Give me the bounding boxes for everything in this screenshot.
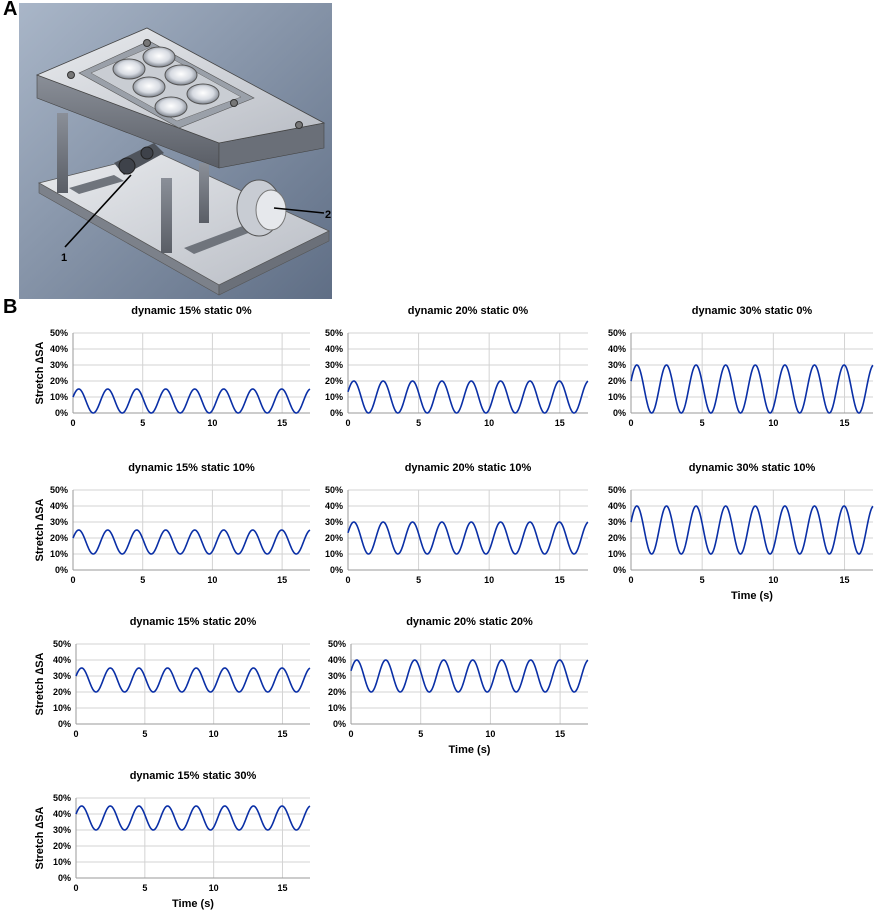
y-tick-label: 30% — [324, 517, 343, 527]
x-axis-label: Time (s) — [448, 744, 491, 756]
x-axis-label: Time (s) — [731, 590, 773, 602]
y-tick-label: 30% — [324, 360, 343, 370]
chart-4 — [34, 462, 310, 585]
chart-5 — [325, 462, 588, 585]
x-tick-label: 0 — [70, 575, 76, 585]
x-tick-label: 5 — [416, 575, 422, 585]
y-tick-label: 0% — [332, 719, 346, 729]
y-tick-label: 40% — [324, 501, 343, 511]
y-tick-label: 40% — [49, 501, 68, 511]
y-tick-label: 10% — [607, 392, 626, 402]
x-tick-label: 5 — [699, 575, 705, 585]
x-tick-label: 15 — [277, 729, 288, 739]
y-tick-label: 40% — [324, 344, 343, 354]
y-tick-label: 0% — [54, 408, 68, 418]
x-tick-label: 15 — [839, 575, 850, 585]
y-tick-label: 0% — [57, 719, 71, 729]
y-tick-label: 20% — [49, 376, 68, 386]
x-tick-label: 10 — [768, 575, 779, 585]
y-tick-label: 0% — [612, 408, 626, 418]
x-tick-label: 10 — [208, 883, 219, 893]
y-tick-label: 20% — [49, 533, 68, 543]
series-line-stretch — [631, 365, 873, 413]
y-tick-label: 50% — [607, 485, 626, 495]
y-tick-label: 50% — [52, 639, 71, 649]
y-tick-label: 30% — [49, 517, 68, 527]
callout-1: 1 — [61, 252, 68, 264]
y-tick-label: 10% — [324, 549, 343, 559]
chart-8 — [328, 616, 588, 756]
y-tick-label: 0% — [329, 408, 343, 418]
x-tick-label: 15 — [277, 883, 288, 893]
y-tick-label: 10% — [324, 392, 343, 402]
x-tick-label: 15 — [554, 418, 565, 428]
y-tick-label: 10% — [607, 549, 626, 559]
y-tick-label: 10% — [49, 549, 68, 559]
series-line-stretch — [631, 506, 873, 554]
x-tick-label: 5 — [699, 418, 705, 428]
y-tick-label: 10% — [52, 857, 71, 867]
chart-1 — [34, 305, 310, 428]
x-tick-label: 0 — [345, 575, 351, 585]
chart-title: dynamic 15% static 0% — [131, 305, 252, 317]
x-tick-label: 15 — [839, 418, 850, 428]
y-tick-label: 50% — [324, 328, 343, 338]
series-line-stretch — [73, 389, 310, 413]
y-tick-label: 20% — [52, 841, 71, 851]
series-line-stretch — [76, 668, 310, 692]
y-tick-label: 50% — [327, 639, 346, 649]
chart-title: dynamic 15% static 10% — [128, 462, 255, 474]
x-tick-label: 10 — [484, 418, 495, 428]
x-tick-label: 5 — [142, 883, 148, 893]
y-tick-label: 50% — [52, 793, 71, 803]
chart-title: dynamic 20% static 0% — [407, 305, 529, 317]
chart-6 — [608, 462, 873, 602]
x-tick-label: 10 — [484, 575, 495, 585]
y-tick-label: 20% — [52, 687, 71, 697]
y-axis-label: Stretch ∆SA — [34, 806, 46, 870]
chart-title: dynamic 30% static 0% — [691, 305, 813, 317]
series-line-stretch — [76, 806, 310, 830]
y-tick-label: 20% — [327, 687, 346, 697]
chart-3 — [608, 305, 873, 428]
x-tick-label: 10 — [207, 575, 218, 585]
chart-title: dynamic 30% static 10% — [688, 462, 816, 474]
y-tick-label: 40% — [52, 655, 71, 665]
y-tick-label: 30% — [607, 517, 626, 527]
y-tick-label: 0% — [329, 565, 343, 575]
x-tick-label: 15 — [554, 575, 565, 585]
x-tick-label: 0 — [345, 418, 351, 428]
y-tick-label: 40% — [327, 655, 346, 665]
x-tick-label: 0 — [73, 883, 79, 893]
x-tick-label: 5 — [140, 418, 146, 428]
panel-a-label: A — [3, 0, 18, 20]
x-tick-label: 0 — [628, 418, 634, 428]
y-tick-label: 40% — [607, 501, 626, 511]
callout-2: 2 — [325, 209, 332, 221]
y-tick-label: 0% — [57, 873, 71, 883]
y-tick-label: 20% — [324, 533, 343, 543]
x-tick-label: 5 — [142, 729, 148, 739]
y-tick-label: 50% — [49, 328, 68, 338]
x-tick-label: 0 — [628, 575, 634, 585]
y-tick-label: 0% — [612, 565, 626, 575]
y-tick-label: 50% — [324, 485, 343, 495]
x-tick-label: 15 — [277, 575, 288, 585]
y-tick-label: 30% — [607, 360, 626, 370]
x-tick-label: 10 — [768, 418, 779, 428]
series-line-stretch — [73, 530, 310, 554]
x-tick-label: 10 — [485, 729, 496, 739]
chart-title: dynamic 15% static 30% — [129, 770, 257, 782]
y-axis-label: Stretch ∆SA — [34, 498, 46, 562]
panel-b-label: B — [3, 296, 18, 318]
x-tick-label: 10 — [207, 418, 218, 428]
y-tick-label: 20% — [607, 376, 626, 386]
x-tick-label: 5 — [416, 418, 422, 428]
x-tick-label: 0 — [70, 418, 76, 428]
x-tick-label: 5 — [140, 575, 146, 585]
y-tick-label: 30% — [327, 671, 346, 681]
y-tick-label: 0% — [54, 565, 68, 575]
chart-title: dynamic 20% static 10% — [404, 462, 532, 474]
x-tick-label: 10 — [208, 729, 219, 739]
chart-2 — [325, 305, 588, 428]
y-axis-label: Stretch ∆SA — [34, 652, 46, 716]
chart-title: dynamic 15% static 20% — [129, 616, 257, 628]
x-tick-label: 0 — [73, 729, 79, 739]
y-axis-label: Stretch ∆SA — [34, 341, 46, 405]
y-tick-label: 50% — [607, 328, 626, 338]
chart-7 — [34, 616, 310, 739]
y-tick-label: 20% — [324, 376, 343, 386]
y-tick-label: 40% — [49, 344, 68, 354]
y-tick-label: 30% — [52, 825, 71, 835]
y-tick-label: 50% — [49, 485, 68, 495]
y-tick-label: 20% — [607, 533, 626, 543]
x-tick-label: 5 — [418, 729, 424, 739]
x-tick-label: 15 — [277, 418, 288, 428]
chart-9 — [34, 770, 310, 910]
y-tick-label: 10% — [52, 703, 71, 713]
x-tick-label: 0 — [348, 729, 354, 739]
y-tick-label: 40% — [52, 809, 71, 819]
y-tick-label: 30% — [52, 671, 71, 681]
y-tick-label: 10% — [49, 392, 68, 402]
chart-title: dynamic 20% static 20% — [406, 616, 533, 628]
y-tick-label: 40% — [607, 344, 626, 354]
x-axis-label: Time (s) — [172, 898, 214, 910]
x-tick-label: 15 — [555, 729, 566, 739]
y-tick-label: 10% — [327, 703, 346, 713]
y-tick-label: 30% — [49, 360, 68, 370]
